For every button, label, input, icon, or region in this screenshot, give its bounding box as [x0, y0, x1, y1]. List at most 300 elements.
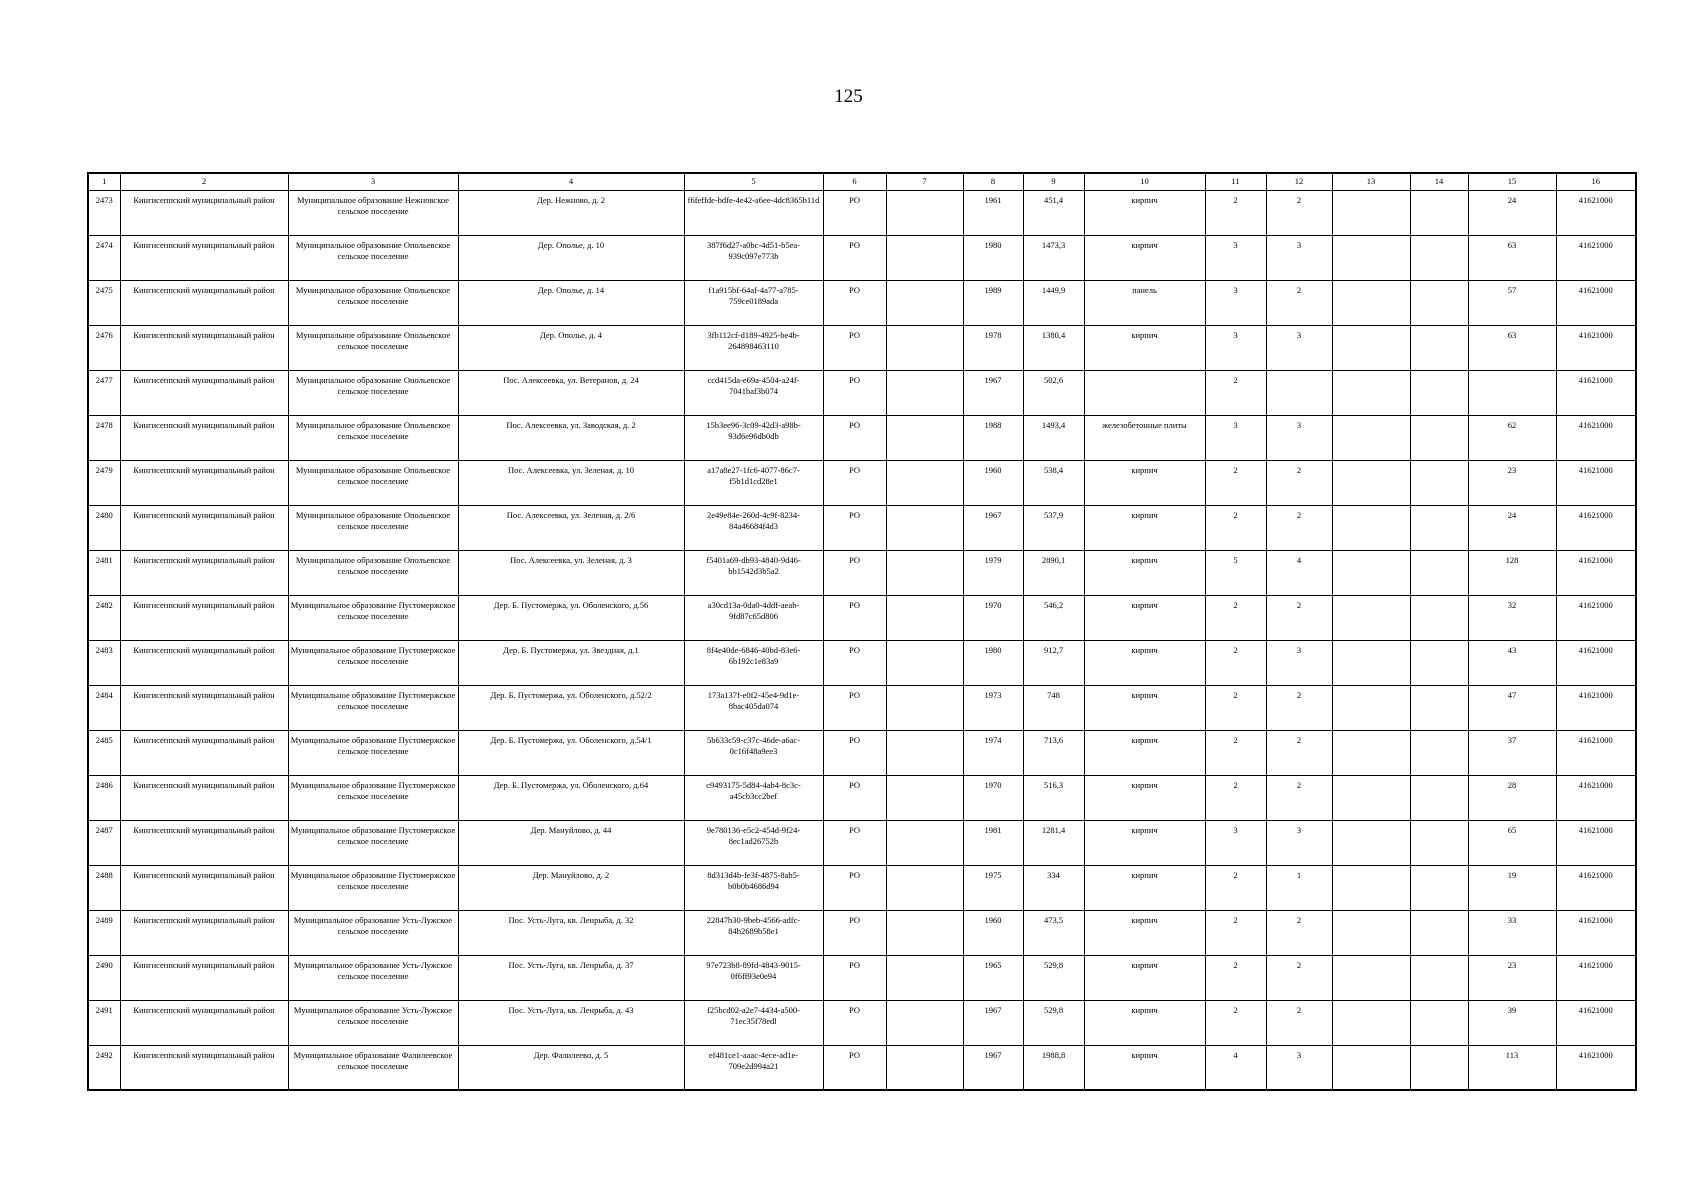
cell-col-7 [886, 865, 963, 910]
cell-wall-material: кирпич [1084, 910, 1205, 955]
table-row [88, 595, 1636, 640]
cell-col-14 [1410, 460, 1468, 505]
cell-col-13 [1332, 370, 1410, 415]
cell-type: РО [823, 865, 886, 910]
column-header-2: 2 [120, 173, 288, 190]
cell-col-7 [886, 730, 963, 775]
cell-type: РО [823, 775, 886, 820]
cell-col-13 [1332, 325, 1410, 370]
cell-row-number: 2491 [88, 1000, 120, 1045]
cell-wall-material: панель [1084, 280, 1205, 325]
table-row [88, 820, 1636, 865]
cell-year: 1979 [963, 550, 1023, 595]
cell-oktmo: 41621000 [1556, 685, 1636, 730]
cell-municipality: Муниципальное образование Пустомержское сельское поселение [288, 775, 458, 820]
cell-col-7 [886, 460, 963, 505]
table-row [88, 550, 1636, 595]
cell-floors: 2 [1205, 370, 1266, 415]
cell-row-number: 2483 [88, 640, 120, 685]
cell-address: Дер. Нежново, д. 2 [458, 190, 684, 235]
cell-oktmo: 41621000 [1556, 370, 1636, 415]
cell-entrances: 2 [1266, 190, 1332, 235]
cell-apartments: 23 [1468, 955, 1556, 1000]
cell-district: Кингисеппский муниципальный район [120, 820, 288, 865]
cell-apartments: 43 [1468, 640, 1556, 685]
cell-oktmo: 41621000 [1556, 1000, 1636, 1045]
cell-type: РО [823, 640, 886, 685]
cell-municipality: Муниципальное образование Опольевское сельское поселение [288, 325, 458, 370]
cell-entrances: 2 [1266, 730, 1332, 775]
cell-col-13 [1332, 685, 1410, 730]
cell-row-number: 2478 [88, 415, 120, 460]
cell-col-14 [1410, 595, 1468, 640]
cell-col-7 [886, 235, 963, 280]
cell-area: 1449,9 [1023, 280, 1084, 325]
cell-col-13 [1332, 1045, 1410, 1090]
cell-year: 1961 [963, 190, 1023, 235]
cell-col-13 [1332, 280, 1410, 325]
column-header-10: 10 [1084, 173, 1205, 190]
cell-type: РО [823, 460, 886, 505]
cell-col-14 [1410, 370, 1468, 415]
cell-floors: 2 [1205, 640, 1266, 685]
cell-area: 502,6 [1023, 370, 1084, 415]
cell-district: Кингисеппский муниципальный район [120, 640, 288, 685]
cell-municipality: Муниципальное образование Усть-Лужское сельское поселение [288, 910, 458, 955]
table-row [88, 460, 1636, 505]
cell-wall-material: кирпич [1084, 235, 1205, 280]
cell-municipality: Муниципальное образование Усть-Лужское сельское поселение [288, 1000, 458, 1045]
cell-municipality: Муниципальное образование Опольевское сельское поселение [288, 280, 458, 325]
cell-address: Дер. Ополье, д. 4 [458, 325, 684, 370]
cell-district: Кингисеппский муниципальный район [120, 865, 288, 910]
cell-municipality: Муниципальное образование Опольевское сельское поселение [288, 415, 458, 460]
cell-entrances: 2 [1266, 505, 1332, 550]
cell-apartments: 57 [1468, 280, 1556, 325]
cell-row-number: 2492 [88, 1045, 120, 1090]
cell-municipality: Муниципальное образование Нежновское сельское поселение [288, 190, 458, 235]
cell-oktmo: 41621000 [1556, 910, 1636, 955]
cell-year: 1989 [963, 280, 1023, 325]
cell-col-13 [1332, 1000, 1410, 1045]
cell-guid: f6feffde-bdfe-4e42-a6ee-4dc8365b11d [684, 190, 823, 235]
cell-floors: 2 [1205, 505, 1266, 550]
cell-apartments: 32 [1468, 595, 1556, 640]
cell-wall-material: железобетонные плиты [1084, 415, 1205, 460]
cell-area: 1473,3 [1023, 235, 1084, 280]
cell-col-14 [1410, 190, 1468, 235]
column-header-14: 14 [1410, 173, 1468, 190]
cell-wall-material [1084, 370, 1205, 415]
table-row [88, 955, 1636, 1000]
column-header-16: 16 [1556, 173, 1636, 190]
cell-guid: 22847b30-9beb-4566-adfc-84b2689b58e1 [684, 910, 823, 955]
cell-row-number: 2484 [88, 685, 120, 730]
cell-address: Дер. Мануйлово, д. 2 [458, 865, 684, 910]
cell-type: РО [823, 730, 886, 775]
cell-col-14 [1410, 505, 1468, 550]
table-row [88, 1045, 1636, 1090]
cell-floors: 3 [1205, 280, 1266, 325]
cell-wall-material: кирпич [1084, 1045, 1205, 1090]
cell-year: 1973 [963, 685, 1023, 730]
cell-wall-material: кирпич [1084, 685, 1205, 730]
cell-apartments: 24 [1468, 190, 1556, 235]
column-header-1: 1 [88, 173, 120, 190]
cell-district: Кингисеппский муниципальный район [120, 595, 288, 640]
cell-area: 537,9 [1023, 505, 1084, 550]
column-header-15: 15 [1468, 173, 1556, 190]
cell-district: Кингисеппский муниципальный район [120, 370, 288, 415]
cell-col-14 [1410, 640, 1468, 685]
table-row [88, 730, 1636, 775]
cell-district: Кингисеппский муниципальный район [120, 685, 288, 730]
cell-entrances: 3 [1266, 640, 1332, 685]
cell-wall-material: кирпич [1084, 1000, 1205, 1045]
cell-year: 1980 [963, 235, 1023, 280]
cell-apartments: 47 [1468, 685, 1556, 730]
cell-col-7 [886, 550, 963, 595]
cell-floors: 2 [1205, 685, 1266, 730]
cell-col-14 [1410, 415, 1468, 460]
cell-apartments: 19 [1468, 865, 1556, 910]
cell-entrances: 3 [1266, 235, 1332, 280]
cell-address: Дер. Фалилеево, д. 5 [458, 1045, 684, 1090]
cell-entrances: 3 [1266, 820, 1332, 865]
cell-floors: 2 [1205, 955, 1266, 1000]
cell-row-number: 2480 [88, 505, 120, 550]
cell-floors: 2 [1205, 190, 1266, 235]
cell-col-7 [886, 640, 963, 685]
cell-col-13 [1332, 190, 1410, 235]
cell-municipality: Муниципальное образование Пустомержское сельское поселение [288, 730, 458, 775]
cell-row-number: 2486 [88, 775, 120, 820]
cell-year: 1967 [963, 1000, 1023, 1045]
cell-district: Кингисеппский муниципальный район [120, 730, 288, 775]
cell-col-7 [886, 505, 963, 550]
cell-row-number: 2481 [88, 550, 120, 595]
cell-area: 473,5 [1023, 910, 1084, 955]
cell-col-14 [1410, 685, 1468, 730]
cell-address: Дер. Ополье, д. 14 [458, 280, 684, 325]
cell-floors: 2 [1205, 730, 1266, 775]
cell-type: РО [823, 955, 886, 1000]
cell-year: 1970 [963, 775, 1023, 820]
table-row [88, 415, 1636, 460]
cell-row-number: 2473 [88, 190, 120, 235]
cell-oktmo: 41621000 [1556, 595, 1636, 640]
cell-guid: 387f6d27-a0bc-4d51-b5ea-939c097e773b [684, 235, 823, 280]
cell-type: РО [823, 820, 886, 865]
cell-wall-material: кирпич [1084, 640, 1205, 685]
table-row [88, 640, 1636, 685]
table-row [88, 865, 1636, 910]
cell-floors: 2 [1205, 910, 1266, 955]
cell-oktmo: 41621000 [1556, 640, 1636, 685]
cell-wall-material: кирпич [1084, 955, 1205, 1000]
cell-guid: a30cd13a-0da0-4ddf-aeab-9fd87c65d806 [684, 595, 823, 640]
cell-entrances: 3 [1266, 325, 1332, 370]
cell-year: 1965 [963, 955, 1023, 1000]
table-row [88, 190, 1636, 235]
cell-col-14 [1410, 820, 1468, 865]
column-header-9: 9 [1023, 173, 1084, 190]
cell-oktmo: 41621000 [1556, 460, 1636, 505]
cell-wall-material: кирпич [1084, 325, 1205, 370]
cell-row-number: 2490 [88, 955, 120, 1000]
cell-apartments [1468, 370, 1556, 415]
cell-apartments: 128 [1468, 550, 1556, 595]
cell-col-13 [1332, 550, 1410, 595]
cell-guid: c9493175-5d84-4ab4-8c3c-a45cb3cc2bef [684, 775, 823, 820]
cell-col-13 [1332, 820, 1410, 865]
cell-area: 546,2 [1023, 595, 1084, 640]
cell-col-13 [1332, 865, 1410, 910]
cell-type: РО [823, 190, 886, 235]
cell-oktmo: 41621000 [1556, 775, 1636, 820]
table-row [88, 910, 1636, 955]
cell-col-14 [1410, 730, 1468, 775]
cell-col-14 [1410, 1000, 1468, 1045]
cell-type: РО [823, 910, 886, 955]
cell-col-7 [886, 595, 963, 640]
cell-type: РО [823, 415, 886, 460]
cell-municipality: Муниципальное образование Усть-Лужское сельское поселение [288, 955, 458, 1000]
cell-district: Кингисеппский муниципальный район [120, 775, 288, 820]
cell-row-number: 2485 [88, 730, 120, 775]
cell-col-7 [886, 1045, 963, 1090]
cell-district: Кингисеппский муниципальный район [120, 325, 288, 370]
cell-col-13 [1332, 235, 1410, 280]
cell-col-14 [1410, 955, 1468, 1000]
cell-col-7 [886, 685, 963, 730]
table-row [88, 775, 1636, 820]
table-row [88, 325, 1636, 370]
table-row [88, 1000, 1636, 1045]
table-row [88, 505, 1636, 550]
cell-area: 1493,4 [1023, 415, 1084, 460]
cell-apartments: 28 [1468, 775, 1556, 820]
cell-area: 748 [1023, 685, 1084, 730]
cell-guid: f5401a69-db93-4840-9d46-bb1542d3b5a2 [684, 550, 823, 595]
cell-apartments: 23 [1468, 460, 1556, 505]
cell-col-14 [1410, 910, 1468, 955]
cell-municipality: Муниципальное образование Пустомержское сельское поселение [288, 685, 458, 730]
cell-district: Кингисеппский муниципальный район [120, 415, 288, 460]
cell-area: 912,7 [1023, 640, 1084, 685]
cell-type: РО [823, 595, 886, 640]
cell-floors: 2 [1205, 595, 1266, 640]
column-header-3: 3 [288, 173, 458, 190]
cell-entrances: 2 [1266, 280, 1332, 325]
cell-guid: f25bcd02-a2e7-4434-a500-71ec35f78edl [684, 1000, 823, 1045]
cell-type: РО [823, 550, 886, 595]
cell-apartments: 62 [1468, 415, 1556, 460]
cell-apartments: 24 [1468, 505, 1556, 550]
cell-oktmo: 41621000 [1556, 280, 1636, 325]
cell-address: Дер. Б. Пустомержа, ул. Оболенского, д.64 [458, 775, 684, 820]
cell-row-number: 2479 [88, 460, 120, 505]
cell-floors: 4 [1205, 1045, 1266, 1090]
cell-oktmo: 41621000 [1556, 820, 1636, 865]
cell-col-7 [886, 955, 963, 1000]
cell-col-13 [1332, 460, 1410, 505]
cell-guid: 8f4e40de-6846-40bd-83e6-6b192c1e83a9 [684, 640, 823, 685]
cell-col-13 [1332, 730, 1410, 775]
cell-municipality: Муниципальное образование Опольевское сельское поселение [288, 460, 458, 505]
cell-address: Дер. Б. Пустомержа, ул. Оболенского, д.52/2 [458, 685, 684, 730]
cell-guid: 3fb112cf-d189-4925-be4b-264898463110 [684, 325, 823, 370]
cell-floors: 2 [1205, 865, 1266, 910]
cell-row-number: 2475 [88, 280, 120, 325]
cell-col-14 [1410, 235, 1468, 280]
cell-guid: ef481ce1-aaac-4ece-ad1e-709e2d994a21 [684, 1045, 823, 1090]
cell-area: 529,8 [1023, 955, 1084, 1000]
cell-row-number: 2474 [88, 235, 120, 280]
cell-address: Дер. Ополье, д. 10 [458, 235, 684, 280]
cell-area: 713,6 [1023, 730, 1084, 775]
cell-oktmo: 41621000 [1556, 865, 1636, 910]
cell-district: Кингисеппский муниципальный район [120, 910, 288, 955]
cell-apartments: 37 [1468, 730, 1556, 775]
cell-type: РО [823, 325, 886, 370]
table-row [88, 280, 1636, 325]
cell-entrances [1266, 370, 1332, 415]
cell-area: 451,4 [1023, 190, 1084, 235]
cell-district: Кингисеппский муниципальный район [120, 1045, 288, 1090]
cell-area: 1281,4 [1023, 820, 1084, 865]
cell-col-14 [1410, 280, 1468, 325]
cell-area: 516,3 [1023, 775, 1084, 820]
cell-entrances: 3 [1266, 415, 1332, 460]
cell-col-13 [1332, 910, 1410, 955]
cell-col-7 [886, 190, 963, 235]
table-row [88, 685, 1636, 730]
cell-wall-material: кирпич [1084, 190, 1205, 235]
cell-year: 1981 [963, 820, 1023, 865]
cell-oktmo: 41621000 [1556, 505, 1636, 550]
cell-oktmo: 41621000 [1556, 550, 1636, 595]
cell-col-14 [1410, 550, 1468, 595]
column-header-7: 7 [886, 173, 963, 190]
cell-floors: 3 [1205, 325, 1266, 370]
cell-row-number: 2482 [88, 595, 120, 640]
cell-municipality: Муниципальное образование Опольевское сельское поселение [288, 550, 458, 595]
cell-guid: 5b633c59-c37c-46de-a6ac-0c16f48a9ee3 [684, 730, 823, 775]
cell-wall-material: кирпич [1084, 595, 1205, 640]
cell-type: РО [823, 1000, 886, 1045]
cell-guid: 8d313d4b-fe3f-4875-8ab5-b0b0b4686d94 [684, 865, 823, 910]
column-number-header-row [88, 173, 1636, 190]
cell-municipality: Муниципальное образование Пустомержское сельское поселение [288, 820, 458, 865]
cell-entrances: 2 [1266, 910, 1332, 955]
cell-municipality: Муниципальное образование Пустомержское сельское поселение [288, 640, 458, 685]
cell-col-7 [886, 775, 963, 820]
cell-year: 1960 [963, 460, 1023, 505]
cell-address: Пос. Алексеевка, ул. Зеленая, д. 2/6 [458, 505, 684, 550]
cell-wall-material: кирпич [1084, 505, 1205, 550]
cell-entrances: 3 [1266, 1045, 1332, 1090]
cell-year: 1960 [963, 910, 1023, 955]
cell-entrances: 2 [1266, 775, 1332, 820]
cell-type: РО [823, 685, 886, 730]
cell-address: Дер. Мануйлово, д. 44 [458, 820, 684, 865]
cell-apartments: 63 [1468, 325, 1556, 370]
cell-type: РО [823, 1045, 886, 1090]
cell-wall-material: кирпич [1084, 775, 1205, 820]
cell-district: Кингисеппский муниципальный район [120, 280, 288, 325]
cell-area: 1380,4 [1023, 325, 1084, 370]
cell-type: РО [823, 280, 886, 325]
cell-year: 1974 [963, 730, 1023, 775]
cell-address: Дер. Б. Пустомержа, ул. Звездная, д.1 [458, 640, 684, 685]
cell-guid: 2e49e84e-260d-4c9f-8234-84a46684f4d3 [684, 505, 823, 550]
cell-municipality: Муниципальное образование Пустомержское сельское поселение [288, 865, 458, 910]
cell-area: 334 [1023, 865, 1084, 910]
cell-row-number: 2477 [88, 370, 120, 415]
cell-col-7 [886, 820, 963, 865]
cell-col-14 [1410, 1045, 1468, 1090]
cell-row-number: 2487 [88, 820, 120, 865]
cell-oktmo: 41621000 [1556, 190, 1636, 235]
cell-floors: 3 [1205, 820, 1266, 865]
table-row [88, 370, 1636, 415]
cell-municipality: Муниципальное образование Опольевское сельское поселение [288, 505, 458, 550]
cell-address: Пос. Усть-Луга, кв. Ленрыба, д. 32 [458, 910, 684, 955]
cell-apartments: 113 [1468, 1045, 1556, 1090]
housing-register-table [87, 172, 1637, 1091]
cell-col-13 [1332, 505, 1410, 550]
cell-address: Пос. Усть-Луга, кв. Ленрыба, д. 43 [458, 1000, 684, 1045]
cell-entrances: 1 [1266, 865, 1332, 910]
cell-apartments: 39 [1468, 1000, 1556, 1045]
cell-address: Пос. Усть-Луга, кв. Ленрыба, д. 37 [458, 955, 684, 1000]
cell-col-7 [886, 415, 963, 460]
cell-wall-material: кирпич [1084, 865, 1205, 910]
cell-year: 1988 [963, 415, 1023, 460]
cell-district: Кингисеппский муниципальный район [120, 235, 288, 280]
cell-district: Кингисеппский муниципальный район [120, 460, 288, 505]
page-number: 125 [834, 86, 863, 107]
cell-guid: 9e780136-e5c2-454d-9f24-8ec1ad26752b [684, 820, 823, 865]
cell-year: 1980 [963, 640, 1023, 685]
column-header-4: 4 [458, 173, 684, 190]
cell-entrances: 2 [1266, 685, 1332, 730]
cell-guid: 173a137f-e0f2-45e4-9d1e-8bac405da074 [684, 685, 823, 730]
table-row [88, 235, 1636, 280]
cell-entrances: 4 [1266, 550, 1332, 595]
cell-municipality: Муниципальное образование Фалилеевское сельское поселение [288, 1045, 458, 1090]
cell-col-13 [1332, 640, 1410, 685]
cell-entrances: 2 [1266, 595, 1332, 640]
cell-guid: 15b3ee96-3c09-42d3-a98b-93d6e96db0db [684, 415, 823, 460]
cell-type: РО [823, 370, 886, 415]
cell-floors: 3 [1205, 235, 1266, 280]
cell-area: 538,4 [1023, 460, 1084, 505]
cell-district: Кингисеппский муниципальный район [120, 955, 288, 1000]
cell-address: Пос. Алексеевка, ул. Заводская, д. 2 [458, 415, 684, 460]
cell-year: 1967 [963, 1045, 1023, 1090]
cell-district: Кингисеппский муниципальный район [120, 505, 288, 550]
cell-entrances: 2 [1266, 460, 1332, 505]
cell-area: 1988,8 [1023, 1045, 1084, 1090]
cell-col-7 [886, 1000, 963, 1045]
cell-municipality: Муниципальное образование Опольевское сельское поселение [288, 235, 458, 280]
column-header-13: 13 [1332, 173, 1410, 190]
cell-col-7 [886, 910, 963, 955]
cell-municipality: Муниципальное образование Опольевское сельское поселение [288, 370, 458, 415]
cell-col-14 [1410, 865, 1468, 910]
